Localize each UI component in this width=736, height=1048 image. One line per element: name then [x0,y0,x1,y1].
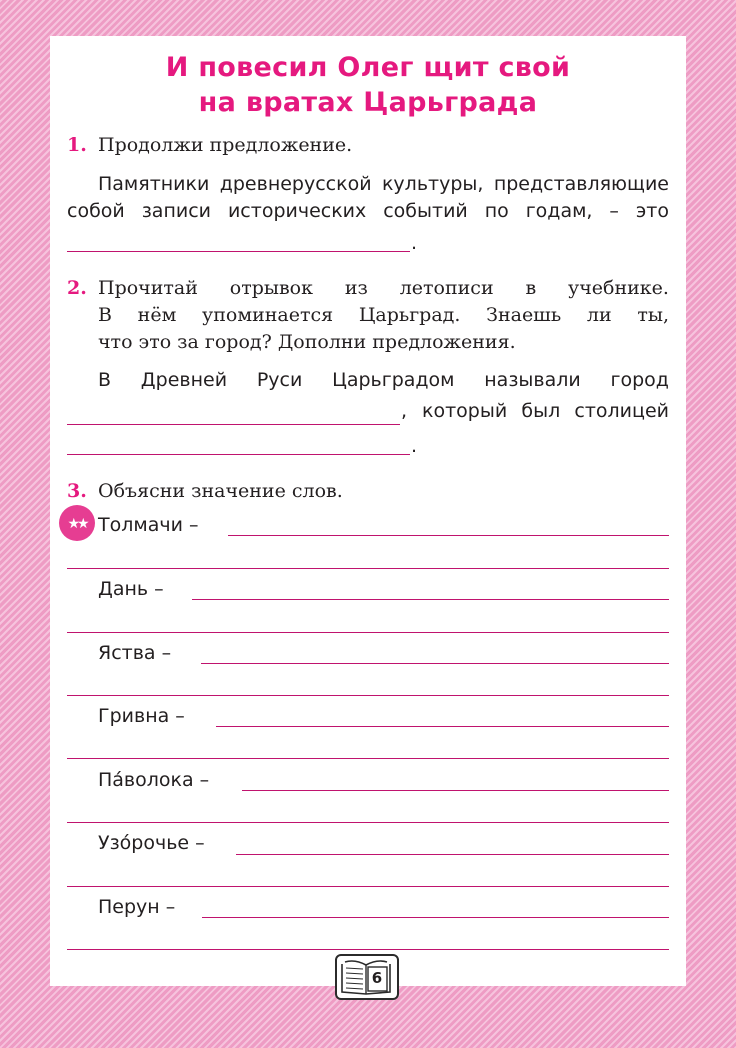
answer-line-task-2-city[interactable] [67,424,400,425]
word: Знаешь [486,304,562,326]
term-label-uzoroche: Узо́рочье – [98,832,205,854]
word: учебнике. [568,277,669,299]
word: упоминается [202,304,334,326]
answer-line-pavoloka-2[interactable] [67,822,669,823]
term-label-grivna: Гривна – [98,705,185,727]
word: Царьград. [358,304,461,326]
two-star-difficulty-icon [59,505,95,541]
answer-line-perun-2[interactable] [67,949,669,950]
word: культуры, [381,173,484,195]
open-book-icon [337,956,397,998]
task-2-number: 2. [67,277,87,299]
task-2-instruction-line-1 [98,277,669,299]
workbook-page [50,36,686,986]
word: по [484,200,509,222]
period: . [411,435,418,457]
word: из [344,277,368,299]
word: отрывок [229,277,313,299]
word: В [98,369,112,391]
answer-line-grivna-2[interactable] [67,758,669,759]
answer-line-yastva-2[interactable] [67,695,669,696]
answer-line-uzoroche[interactable] [236,854,669,855]
word: это [635,200,669,222]
word: В [98,304,112,326]
answer-line-dan[interactable] [192,599,669,600]
stars-icon: ★★ [67,515,87,531]
task-2-instruction-line-3: что это за город? Дополни предложения. [98,331,516,353]
term-label-perun: Перун – [98,896,176,918]
word: записи [141,200,212,222]
task-2-instruction-line-2 [98,304,669,326]
word: – [609,200,619,222]
page-number-badge [335,954,399,1000]
word: событий [383,200,468,222]
word: ли [586,304,612,326]
word: Памятники [98,173,210,195]
answer-line-yastva[interactable] [201,663,669,664]
task-3-instruction: Объясни значение слов. [98,480,343,502]
term-label-dan: Дань – [98,578,164,600]
word: Древней [140,369,228,391]
page-title [50,50,686,120]
word: Руси [256,369,303,391]
task-1-number: 1. [67,134,87,156]
word: в [525,277,537,299]
answer-line-grivna[interactable] [216,726,669,727]
comma: , [401,400,408,422]
task-1-text-line-2 [67,200,669,222]
word: ты, [637,304,669,326]
word: был [521,400,561,422]
answer-line-tolmachi[interactable] [228,535,669,536]
answer-line-task-1[interactable] [67,251,410,252]
word: Царьградом [332,369,455,391]
answer-line-uzoroche-2[interactable] [67,886,669,887]
word: столицей [574,400,669,422]
task-1-instruction: Продолжи предложение. [98,134,353,156]
task-2-text-line-1 [98,369,669,391]
answer-line-dan-2[interactable] [67,632,669,633]
term-label-pavoloka: Па́волока – [98,769,210,791]
answer-line-tolmachi-2[interactable] [67,568,669,569]
word: Прочитай [98,277,198,299]
title-line-2: на вратах Царьграда [198,87,538,118]
word: город [610,369,669,391]
page-number: 6 [371,969,383,987]
answer-line-task-2-capital[interactable] [67,454,410,455]
word: называли [484,369,581,391]
word: годам, [525,200,593,222]
word: древнерусской [219,173,372,195]
word: исторических [227,200,367,222]
answer-line-perun[interactable] [202,917,669,918]
term-label-yastva: Яства – [98,642,172,664]
answer-line-pavoloka[interactable] [242,790,669,791]
term-label-tolmachi: Толмачи – [98,514,199,536]
task-3-number: 3. [67,480,87,502]
period: . [411,232,418,254]
word: который [422,400,508,422]
word: представляющие [493,173,669,195]
word: нём [137,304,177,326]
task-2-text-line-2 [422,400,669,422]
word: собой [67,200,125,222]
title-line-1: И повесил Олег щит свой [165,52,571,83]
word: летописи [399,277,494,299]
task-1-text-line-1 [98,173,669,195]
